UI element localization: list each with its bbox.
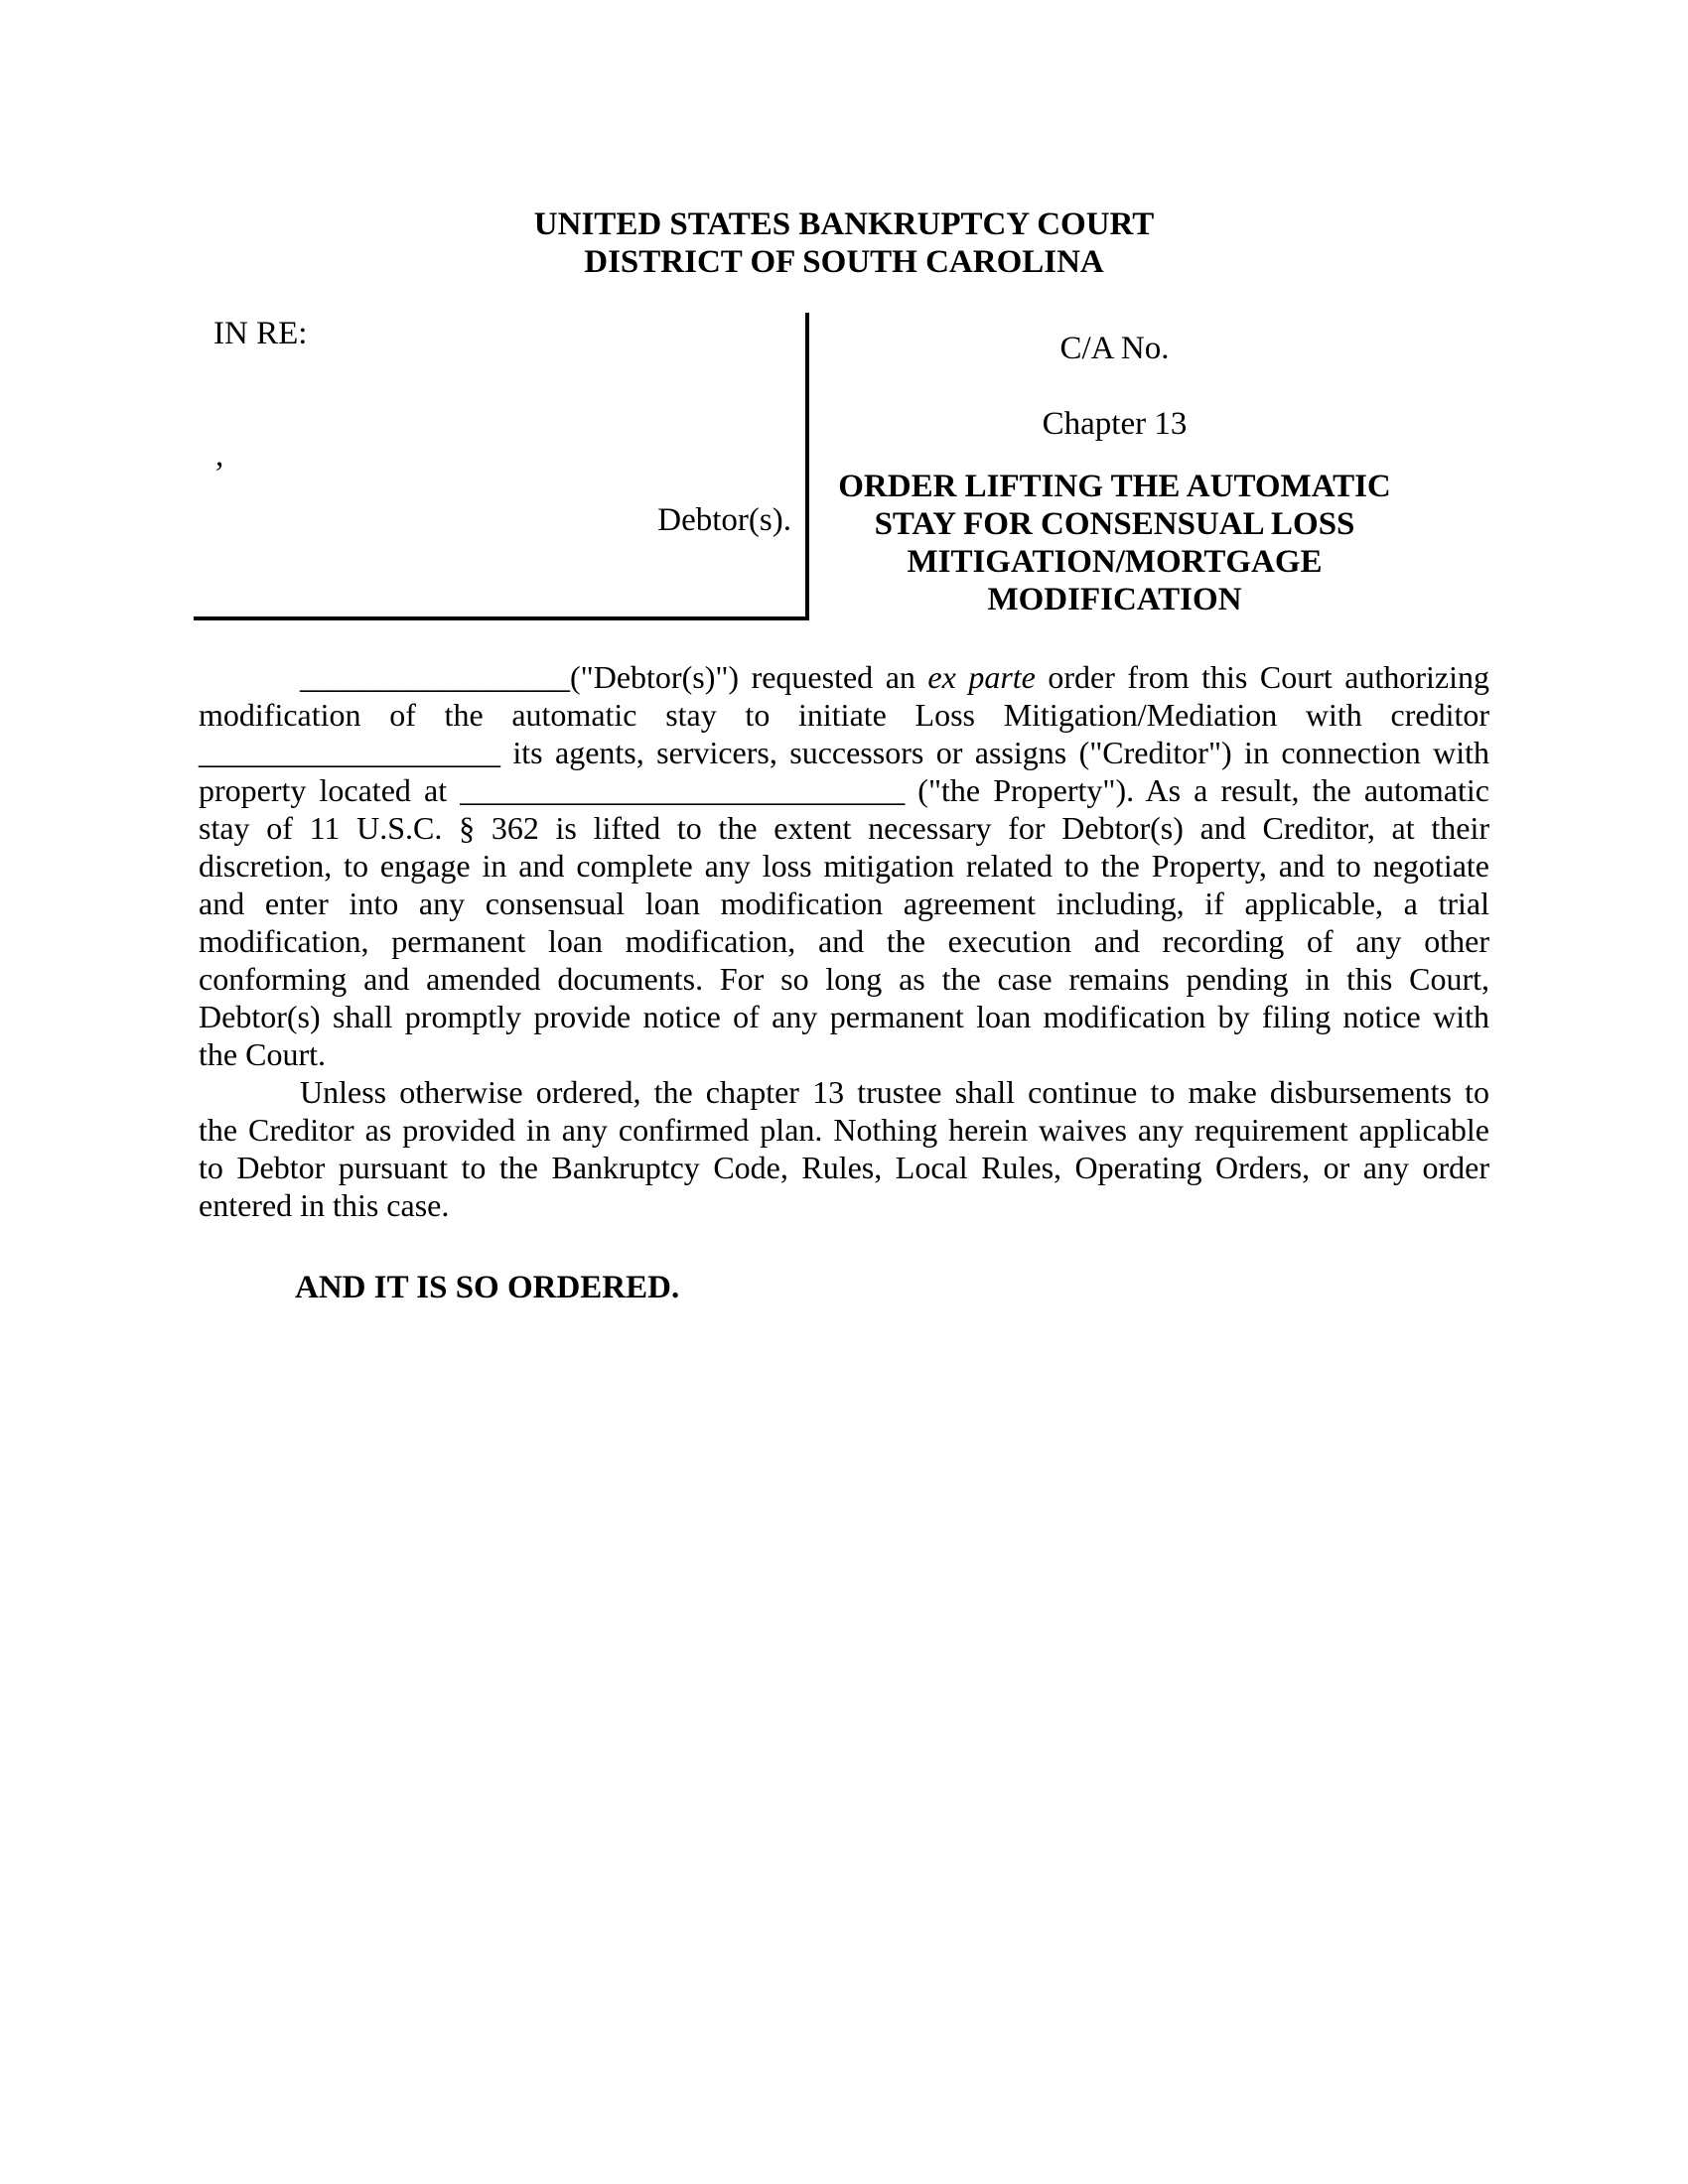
case-number-label: C/A No. — [1059, 331, 1170, 366]
body-line — [199, 658, 1489, 696]
body-line: Debtor(s) shall promptly provide notice of any permanent loan modification by filing notice with — [199, 999, 1489, 1034]
paragraph-1 — [199, 658, 1489, 1073]
document-header — [0, 205, 1688, 281]
body-line: entered in this case. — [199, 1187, 450, 1223]
body-line: property located at ____________________________ ("the Property"). As a result, the automatic — [199, 772, 1489, 808]
body-line: modification of the automatic stay to initiate Loss Mitigation/Mediation with creditor — [199, 697, 1489, 733]
body-line: the Creditor as provided in any confirmed plan. Nothing herein waives any requirement applicable — [199, 1112, 1489, 1148]
debtor-name-blank: _________________ — [300, 659, 570, 695]
body-line: modification, permanent loan modification, and the execution and recording of any other — [199, 923, 1489, 959]
court-name: UNITED STATES BANKRUPTCY COURT — [533, 206, 1155, 242]
body-line: the Court. — [199, 1036, 326, 1072]
chapter-label: Chapter 13 — [1042, 406, 1188, 442]
so-ordered-line: AND IT IS SO ORDERED. — [295, 1270, 680, 1305]
debtor-name-comma: , — [215, 438, 224, 474]
ex-parte-italic: ex parte — [927, 659, 1036, 695]
debtors-label: Debtor(s). — [657, 502, 791, 538]
order-title-line: ORDER LIFTING THE AUTOMATIC — [838, 469, 1391, 504]
body-text: order from this Court authorizing — [1035, 659, 1490, 695]
body-line: conforming and amended documents. For so long as the case remains pending in this Court, — [199, 961, 1489, 997]
district-name: DISTRICT OF SOUTH CAROLINA — [584, 244, 1104, 280]
in-re-label: IN RE: — [213, 316, 308, 351]
body-line: to Debtor pursuant to the Bankruptcy Code, Rules, Local Rules, Operating Orders, or any order — [199, 1150, 1489, 1185]
body-line: and enter into any consensual loan modification agreement including, if applicable, a trial — [199, 886, 1489, 921]
body-line: stay of 11 U.S.C. § 362 is lifted to the extent necessary for Debtor(s) and Creditor, at their — [199, 810, 1489, 846]
caption-left-box — [194, 313, 809, 620]
order-title-line: MITIGATION/MORTGAGE — [907, 544, 1323, 580]
body-line: ___________________ its agents, servicers, successors or assigns ("Creditor") in connection with — [199, 735, 1489, 770]
body-line: Unless otherwise ordered, the chapter 13 trustee shall continue to make disbursements to — [300, 1074, 1489, 1110]
order-title — [809, 468, 1420, 618]
order-body — [199, 658, 1489, 1306]
body-text: ("Debtor(s)") requested an — [570, 659, 928, 695]
body-line: discretion, to engage in and complete any loss mitigation related to the Property, and to negotiate — [199, 848, 1489, 884]
paragraph-2 — [199, 1073, 1489, 1224]
order-title-line: STAY FOR CONSENSUAL LOSS — [874, 506, 1355, 542]
order-title-line: MODIFICATION — [987, 582, 1242, 617]
